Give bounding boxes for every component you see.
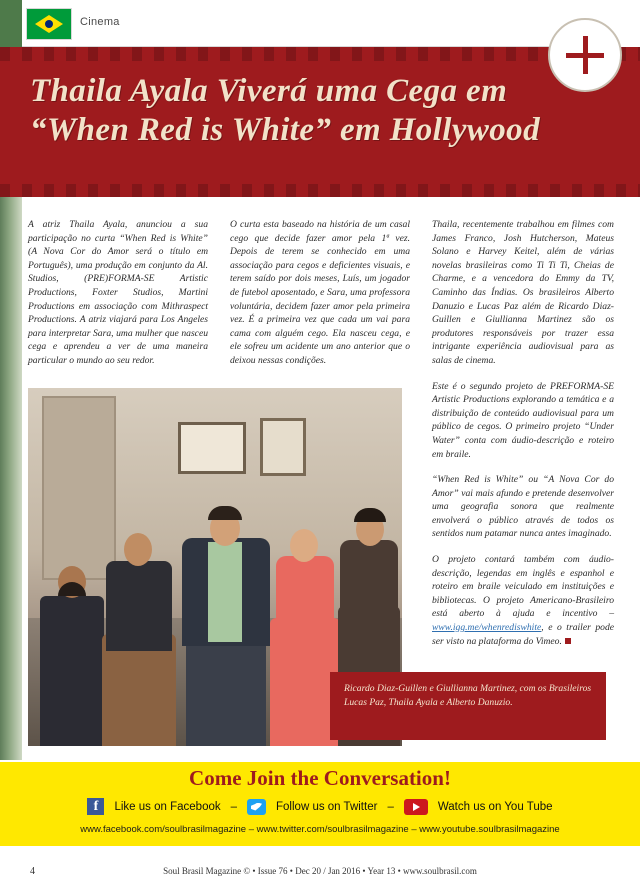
paragraph-tail: , e o trailer pode ser visto na plataforma do Vimeo. bbox=[432, 622, 614, 647]
photo-wall-art-1 bbox=[178, 422, 246, 474]
section-label: Cinema bbox=[80, 16, 120, 28]
facebook-icon[interactable]: f bbox=[87, 798, 104, 815]
paragraph-text: O projeto contará também com áudio-descrição, legendas em inglês e espanhol e roteiro em braile veiculado em instituições e bibliotecas. O projeto Americano-Brasileiro está aberto à ajuda e incentivo – bbox=[432, 554, 614, 620]
paragraph-with-link bbox=[432, 553, 614, 648]
youtube-label[interactable]: Watch us on You Tube bbox=[437, 800, 553, 813]
twitter-icon[interactable] bbox=[247, 799, 266, 815]
article-column-3 bbox=[432, 218, 614, 660]
separator-2: – bbox=[387, 800, 394, 813]
footer-spacer bbox=[0, 884, 640, 893]
photo-person-2 bbox=[96, 516, 182, 746]
youtube-icon[interactable] bbox=[404, 799, 428, 815]
photo-wall-art-2 bbox=[260, 418, 306, 476]
paragraph: “When Red is White” ou “A Nova Cor do Amor” vai mais afundo e pretende desenvolver uma geografia sonora que realmente envolverá o público através de todos os sentidos num patamar nunca antes imaginado. bbox=[432, 474, 614, 540]
footer-imprint: Soul Brasil Magazine © • Issue 76 • Dec 20 / Jan 2016 • Year 13 • www.soulbrasil.com bbox=[163, 866, 477, 876]
article-column-1 bbox=[28, 218, 208, 380]
facebook-label[interactable]: Like us on Facebook bbox=[114, 800, 221, 813]
paragraph: O curta esta baseado na história de um casal cego que decide fazer amor pela 1ª vez. Depois de terem se conhecido em uma associação para cegos e deficientes visuais, e terem saído por dois meses, Luís, um jogador de futebol aposentado, e Sara, uma professora voluntária, decidem fazer amor pela primeira vez. É a primeira vez que cada um vai para cama com alguém cego. Ela nasceu cega, e ele sofreu um acidente um ano anterior que o deixou nessas condições. bbox=[230, 219, 410, 366]
banner-title: Come Join the Conversation! bbox=[189, 766, 451, 790]
campaign-link[interactable]: www.igg.me/whenrediswhite bbox=[432, 622, 542, 634]
page-number: 4 bbox=[30, 866, 35, 877]
twitter-label[interactable]: Follow us on Twitter bbox=[276, 800, 378, 813]
paragraph: Thaila, recentemente trabalhou em filmes com James Franco, Josh Hutcherson, Mateus Solano e Harvey Keitel, além de várias novelas brasileiras como Ti Ti Ti, Cheias de Charme, e a vencedora do Emmy da TV, Caminho das Índias. Os brasileiros Alberto Danuzio e Lucas Paz além de Ricardo Diaz-Guillen e Giullianna Martinez são os produtores responsáveis por trazer essa intrigante experiência audiovisual para as salas de cinema. bbox=[432, 219, 614, 366]
article-column-2 bbox=[230, 218, 410, 380]
end-of-article-marker bbox=[565, 638, 571, 644]
photo-caption: Ricardo Diaz-Guillen e Giullianna Martinez, com os Brasileiros Lucas Paz, Thaila Ayala e Alberto Danuzio. bbox=[330, 672, 606, 740]
social-urls[interactable]: www.facebook.com/soulbrasilmagazine – www.twitter.com/soulbrasilmagazine – www.youtube.soulbrasilmagazine bbox=[80, 824, 560, 835]
brazil-flag-icon bbox=[26, 8, 72, 40]
page-title: Thaila Ayala Viverá uma Cega em “When Red is White” em Hollywood bbox=[30, 73, 540, 148]
paragraph: A atriz Thaila Ayala, anunciou a sua participação no curta “When Red is White” (A Nova Cor do Amor será o título em Português), uma produção em conjunto da Al. Studios, (PRE)FORMA-SE Artistic Productions, Foxter Studios, Martini Productions em associação com Mithraspect Productions. A atriz viajará para Los Angeles para interpretar Sara, uma mulher que nasceu cega e aprendeu a ver de uma maneira particular o mundo ao seu redor. bbox=[28, 219, 208, 366]
paragraph: Este é o segundo projeto de PREFORMA-SE Artistic Productions explorando a temática e a distribuição de conteúdo audiovisual para um público de cegos. O primeiro projeto “Under Water” conta com áudio-descrição e roteiro em braile. bbox=[432, 380, 614, 460]
social-links-row bbox=[0, 798, 640, 815]
plus-badge-icon bbox=[548, 18, 622, 92]
photo-person-3 bbox=[178, 484, 274, 746]
separator-1: – bbox=[230, 800, 238, 813]
